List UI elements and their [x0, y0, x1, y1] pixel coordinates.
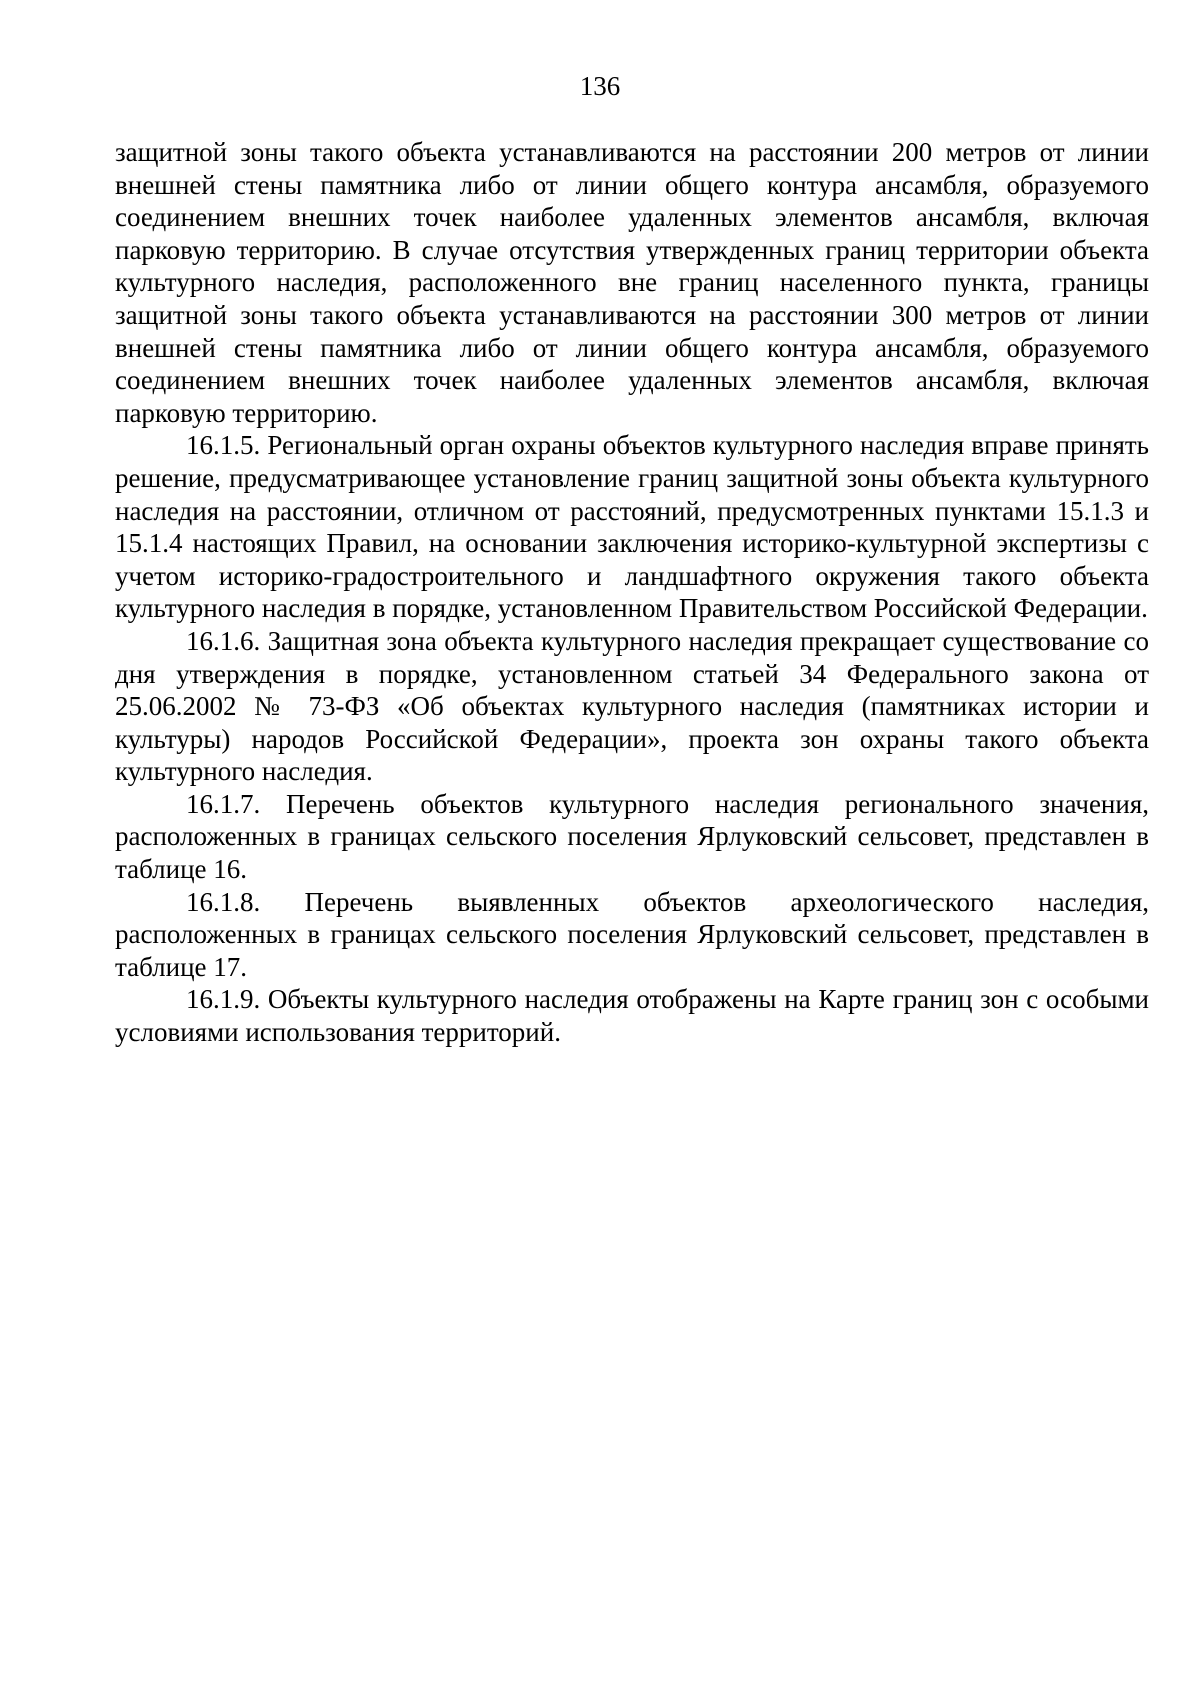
page-number: 136 [579, 71, 621, 101]
paragraph-16-1-6: 16.1.6. Защитная зона объекта культурного наследия прекращает существование со дня утверждения в порядке, установленном статьей 34 Федерального закона от 25.06.2002 № 73-ФЗ «Об объектах культурного наследия (памятниках истории и культуры) народов Российской Федерации», проекта зон охраны такого объекта культурного наследия. [115, 625, 1149, 787]
paragraph-16-1-7: 16.1.7. Перечень объектов культурного наследия регионального значения, расположенных в границах сельского поселения Ярлуковский сельсовет, представлен в таблице 16. [115, 788, 1149, 885]
paragraph-16-1-5: 16.1.5. Региональный орган охраны объектов культурного наследия вправе принять решение, предусматривающее установление границ защитной зоны объекта культурного наследия на расстоянии, отличном от расстояний, предусмотренных пунктами 15.1.3 и 15.1.4 настоящих Правил, на основании заключения историко-культурной экспертизы с учетом историко-градостроительного и ландшафтного окружения такого объекта культурного наследия в порядке, установленном Правительством Российской Федерации. [115, 430, 1149, 624]
paragraph-continuation: защитной зоны такого объекта устанавливаются на расстоянии 200 метров от линии внешней стены памятника либо от линии общего контура ансамбля, образуемого соединением внешних точек наиболее удаленных элементов ансамбля, включая парковую территорию. В случае отсутствия утвержденных границ территории объекта культурного наследия, расположенного вне границ населенного пункта, границы защитной зоны такого объекта устанавливаются на расстоянии 300 метров от линии внешней стены памятника либо от линии общего контура ансамбля, образуемого соединением внешних точек наиболее удаленных элементов ансамбля, включая парковую территорию. [115, 137, 1149, 428]
paragraph-16-1-9: 16.1.9. Объекты культурного наследия отображены на Карте границ зон с особыми условиями использования территорий. [115, 984, 1149, 1048]
document-body [115, 136, 1149, 1049]
paragraph-16-1-8: 16.1.8. Перечень выявленных объектов археологического наследия, расположенных в границах сельского поселения Ярлуковский сельсовет, представлен в таблице 17. [115, 886, 1149, 982]
